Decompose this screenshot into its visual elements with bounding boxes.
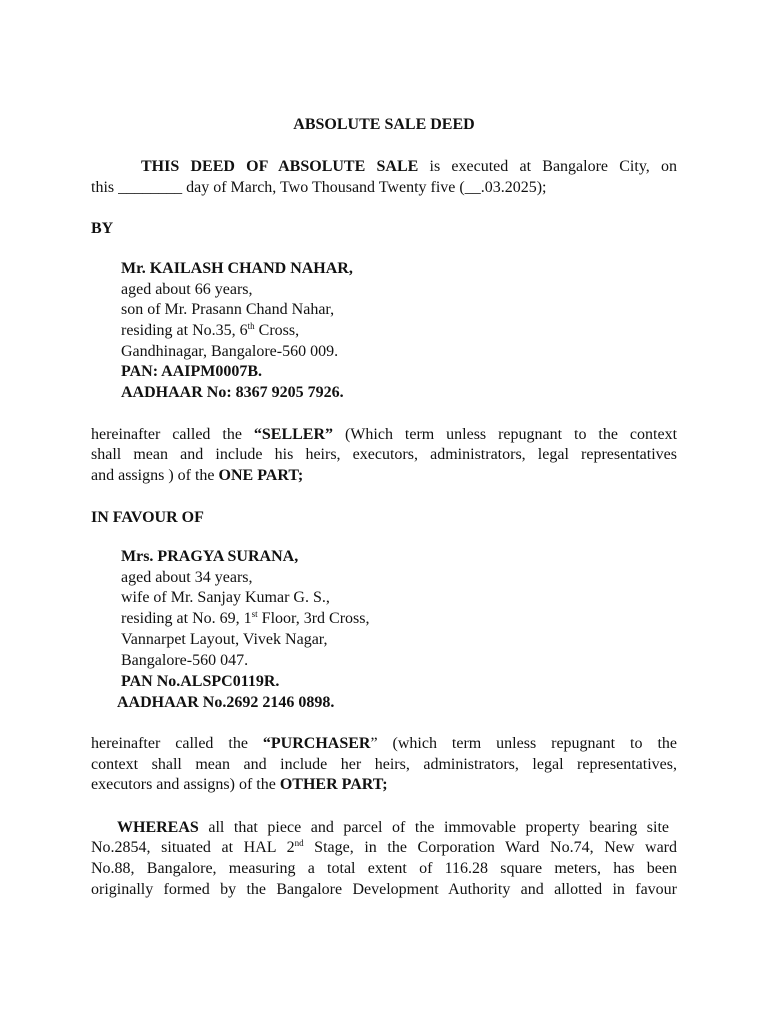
intro-line-2: this ________ day of March, Two Thousand Twenty five (__.03.2025); [91,179,547,196]
whereas-line-2-post: Stage, in the Corporation Ward No.74, New ward [303,839,677,856]
purchaser-address-pre: residing at No. 69, 1 [121,610,252,627]
seller-label: “SELLER” [253,426,334,443]
seller-address-post: Cross, [254,322,300,339]
purchaser-clause-post: ” (which term unless repugnant to the [370,735,677,752]
seller-age: aged about 66 years, [121,281,253,298]
purchaser-address-line-1 [121,609,369,629]
purchaser-clause-line-1 [91,734,677,754]
whereas-line-2-pre: No.2854, situated at HAL 2 [91,839,295,856]
by-heading: BY [91,220,114,237]
purchaser-pan: PAN No.ALSPC0119R. [121,673,280,690]
whereas-line-2-sup: nd [294,838,304,848]
seller-name: Mr. KAILASH CHAND NAHAR, [121,260,353,277]
seller-clause-end-text: and assigns ) of the [91,467,219,484]
purchaser-address-line-2: Vannarpet Layout, Vivek Nagar, [121,631,328,648]
seller-relation: son of Mr. Prasann Chand Nahar, [121,301,335,318]
seller-clause-post: (Which term unless repugnant to the context [344,426,678,443]
purchaser-clause-pre: hereinafter called the [91,735,248,752]
seller-address-line-1 [121,321,299,341]
one-part-label: ONE PART; [218,467,304,484]
seller-clause-pre: hereinafter called the [91,426,242,443]
purchaser-aadhaar: AADHAAR No.2692 2146 0898. [117,694,335,711]
purchaser-age: aged about 34 years, [121,569,253,586]
seller-clause-line-2: shall mean and include his heirs, executors, administrators, legal representatives [91,446,677,463]
intro-line-1 [141,157,677,177]
document-title: ABSOLUTE SALE DEED [293,116,475,133]
seller-address-line-2: Gandhinagar, Bangalore-560 009. [121,343,339,360]
other-part-label: OTHER PART; [279,776,388,793]
seller-aadhaar: AADHAAR No: 8367 9205 7926. [121,384,344,401]
purchaser-name: Mrs. PRAGYA SURANA, [121,548,299,565]
purchaser-address-sup: st [251,609,258,619]
whereas-label: WHEREAS [117,819,199,836]
purchaser-relation: wife of Mr. Sanjay Kumar G. S., [121,589,330,606]
intro-deed-phrase: THIS DEED OF ABSOLUTE SALE [141,158,419,175]
purchaser-label: “PURCHASER [262,735,371,752]
whereas-line-1 [117,818,669,838]
purchaser-address-line-3: Bangalore-560 047. [121,652,249,669]
seller-address-pre: residing at No.35, 6 [121,322,248,339]
whereas-line-2 [91,838,677,858]
seller-pan: PAN: AAIPM0007B. [121,363,263,380]
whereas-line-1-text: all that piece and parcel of the immovable property bearing site [198,819,669,836]
purchaser-address-post: Floor, 3rd Cross, [257,610,370,627]
purchaser-clause-line-3 [91,775,388,795]
seller-clause-line-3 [91,466,303,486]
seller-clause-line-1 [91,425,677,445]
intro-location-text: is executed at Bangalore City, on [418,158,678,175]
in-favour-heading: IN FAVOUR OF [91,509,204,526]
purchaser-clause-line-2: context shall mean and include her heirs, administrators, legal representatives, [91,756,677,773]
purchaser-clause-end-text: executors and assigns) of the [91,776,280,793]
whereas-line-4: originally formed by the Bangalore Development Authority and allotted in favour [91,881,677,898]
whereas-line-3: No.88, Bangalore, measuring a total extent of 116.28 square meters, has been [91,860,677,877]
seller-address-sup: th [247,321,255,331]
